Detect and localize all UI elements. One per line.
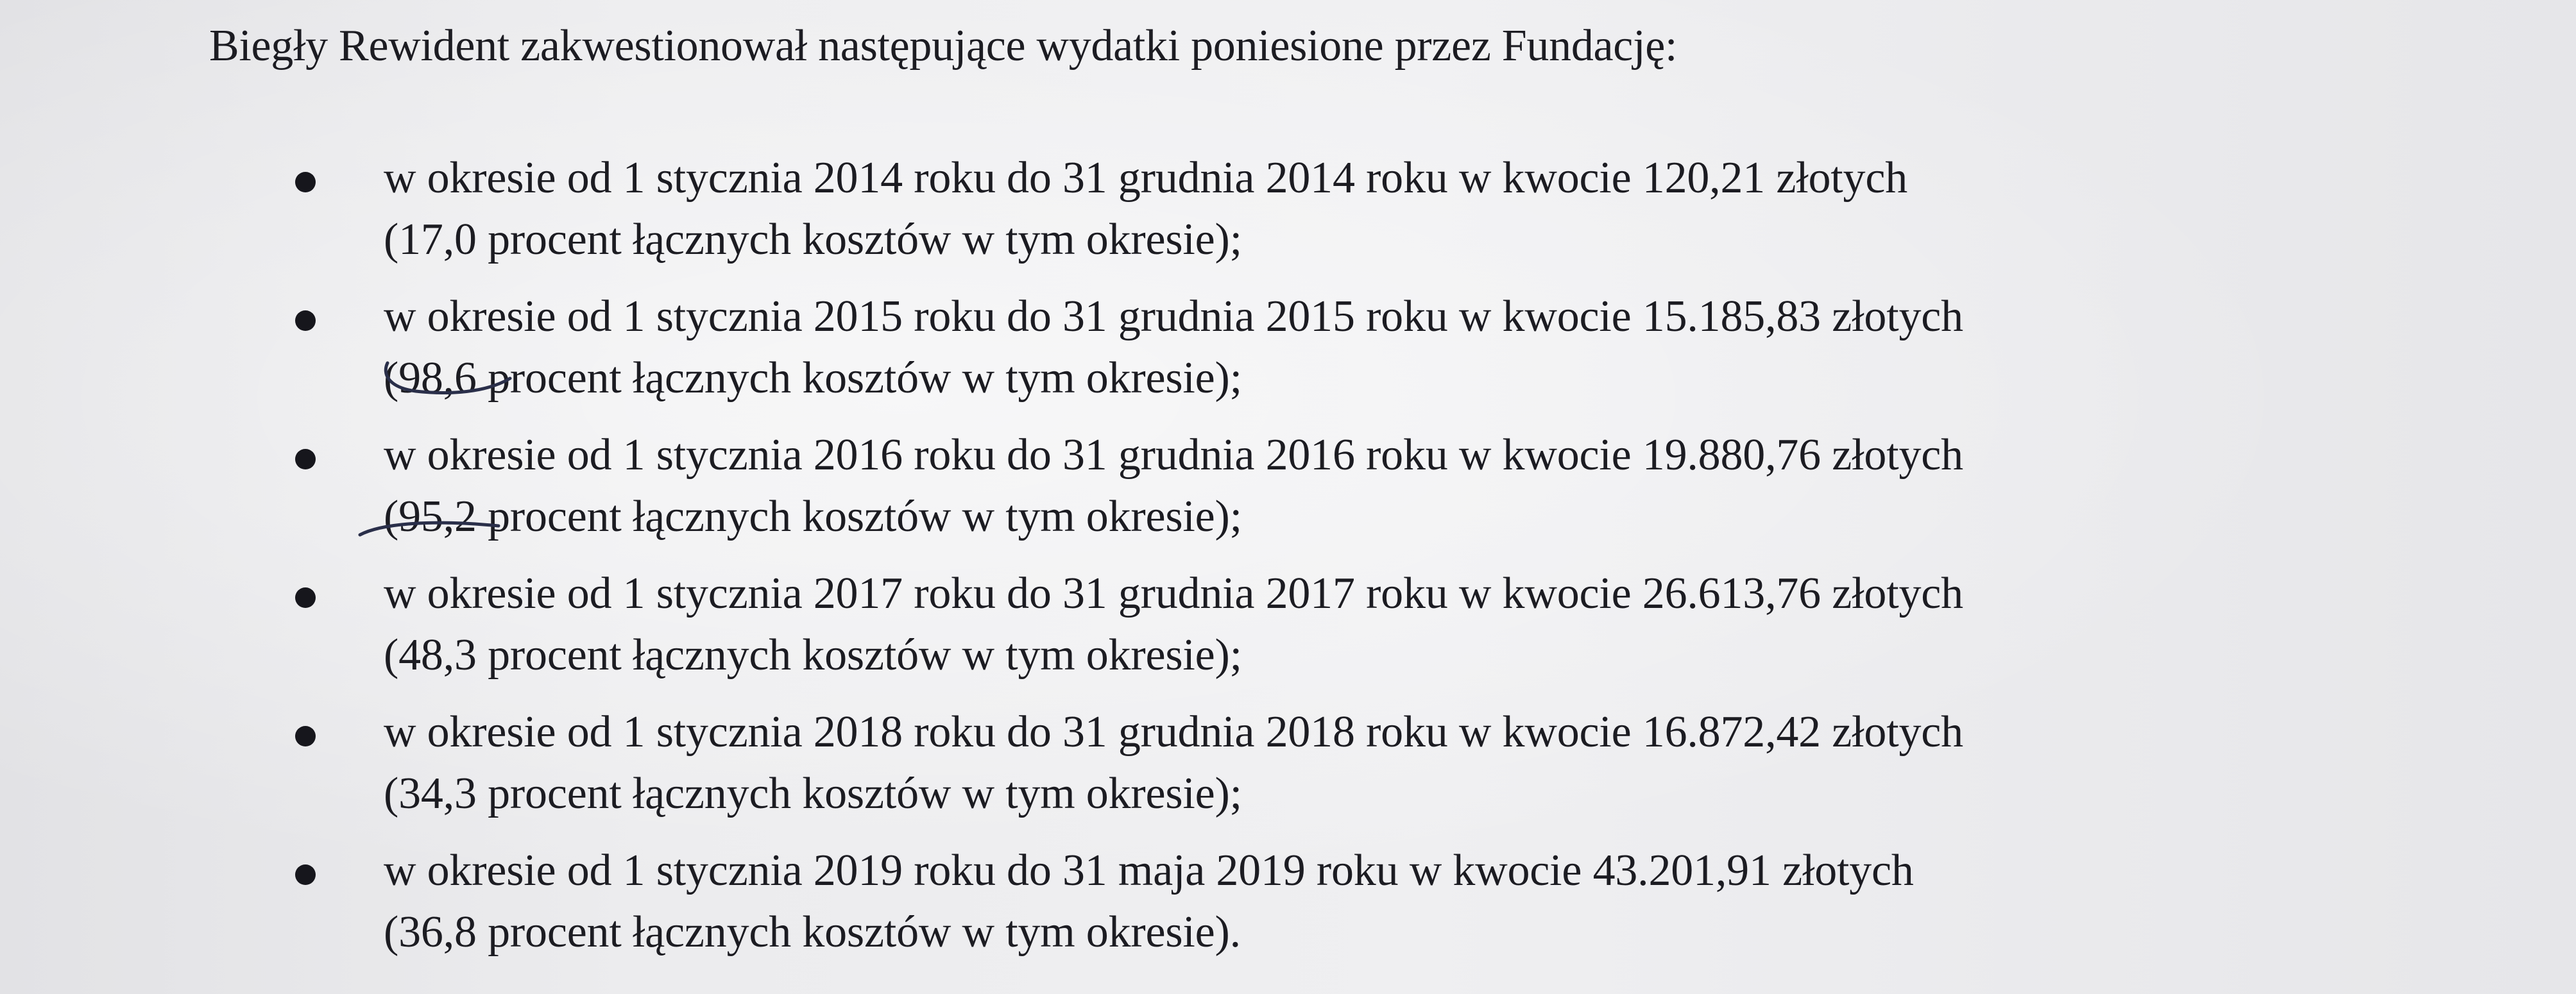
intro-sentence: Biegły Rewident zakwestionował następujące wydatki poniesione przez Fundację: <box>209 21 1678 71</box>
list-item-line-2: (36,8 procent łącznych kosztów w tym okresie). <box>384 907 1241 957</box>
list-item-line-1: w okresie od 1 stycznia 2018 roku do 31 grudnia 2018 roku w kwocie 16.872,42 złotych <box>384 707 1963 757</box>
list-item-line-2: (95,2 procent łącznych kosztów w tym okresie); <box>384 492 1242 541</box>
bullet-icon <box>295 172 316 192</box>
list-item-line-2: (17,0 procent łącznych kosztów w tym okresie); <box>384 215 1242 264</box>
list-item-line-1: w okresie od 1 stycznia 2014 roku do 31 grudnia 2014 roku w kwocie 120,21 złotych <box>384 153 1908 203</box>
bullet-icon <box>295 449 316 469</box>
bullet-icon <box>295 864 316 885</box>
bullet-icon <box>295 587 316 608</box>
handwritten-underline-mark <box>379 359 520 404</box>
list-item <box>0 839 2576 977</box>
list-item-line-1: w okresie od 1 stycznia 2019 roku do 31 maja 2019 roku w kwocie 43.201,91 złotych <box>384 846 1914 895</box>
handwritten-underline-mark <box>356 513 510 552</box>
list-item <box>0 146 2576 285</box>
list-item <box>0 700 2576 839</box>
list-item-line-2: (98,6 procent łącznych kosztów w tym okresie); <box>384 353 1242 403</box>
list-item-line-1: w okresie od 1 stycznia 2015 roku do 31 grudnia 2015 roku w kwocie 15.185,83 złotych <box>384 292 1963 341</box>
bullet-icon <box>295 310 316 331</box>
list-item-line-1: w okresie od 1 stycznia 2017 roku do 31 grudnia 2017 roku w kwocie 26.613,76 złotych <box>384 569 1963 618</box>
bullet-icon <box>295 726 316 746</box>
list-item-line-2: (34,3 procent łącznych kosztów w tym okresie); <box>384 769 1242 818</box>
list-item-line-1: w okresie od 1 stycznia 2016 roku do 31 grudnia 2016 roku w kwocie 19.880,76 złotych <box>384 430 1963 480</box>
list-item-line-2: (48,3 procent łącznych kosztów w tym okresie); <box>384 630 1242 680</box>
list-item <box>0 562 2576 700</box>
